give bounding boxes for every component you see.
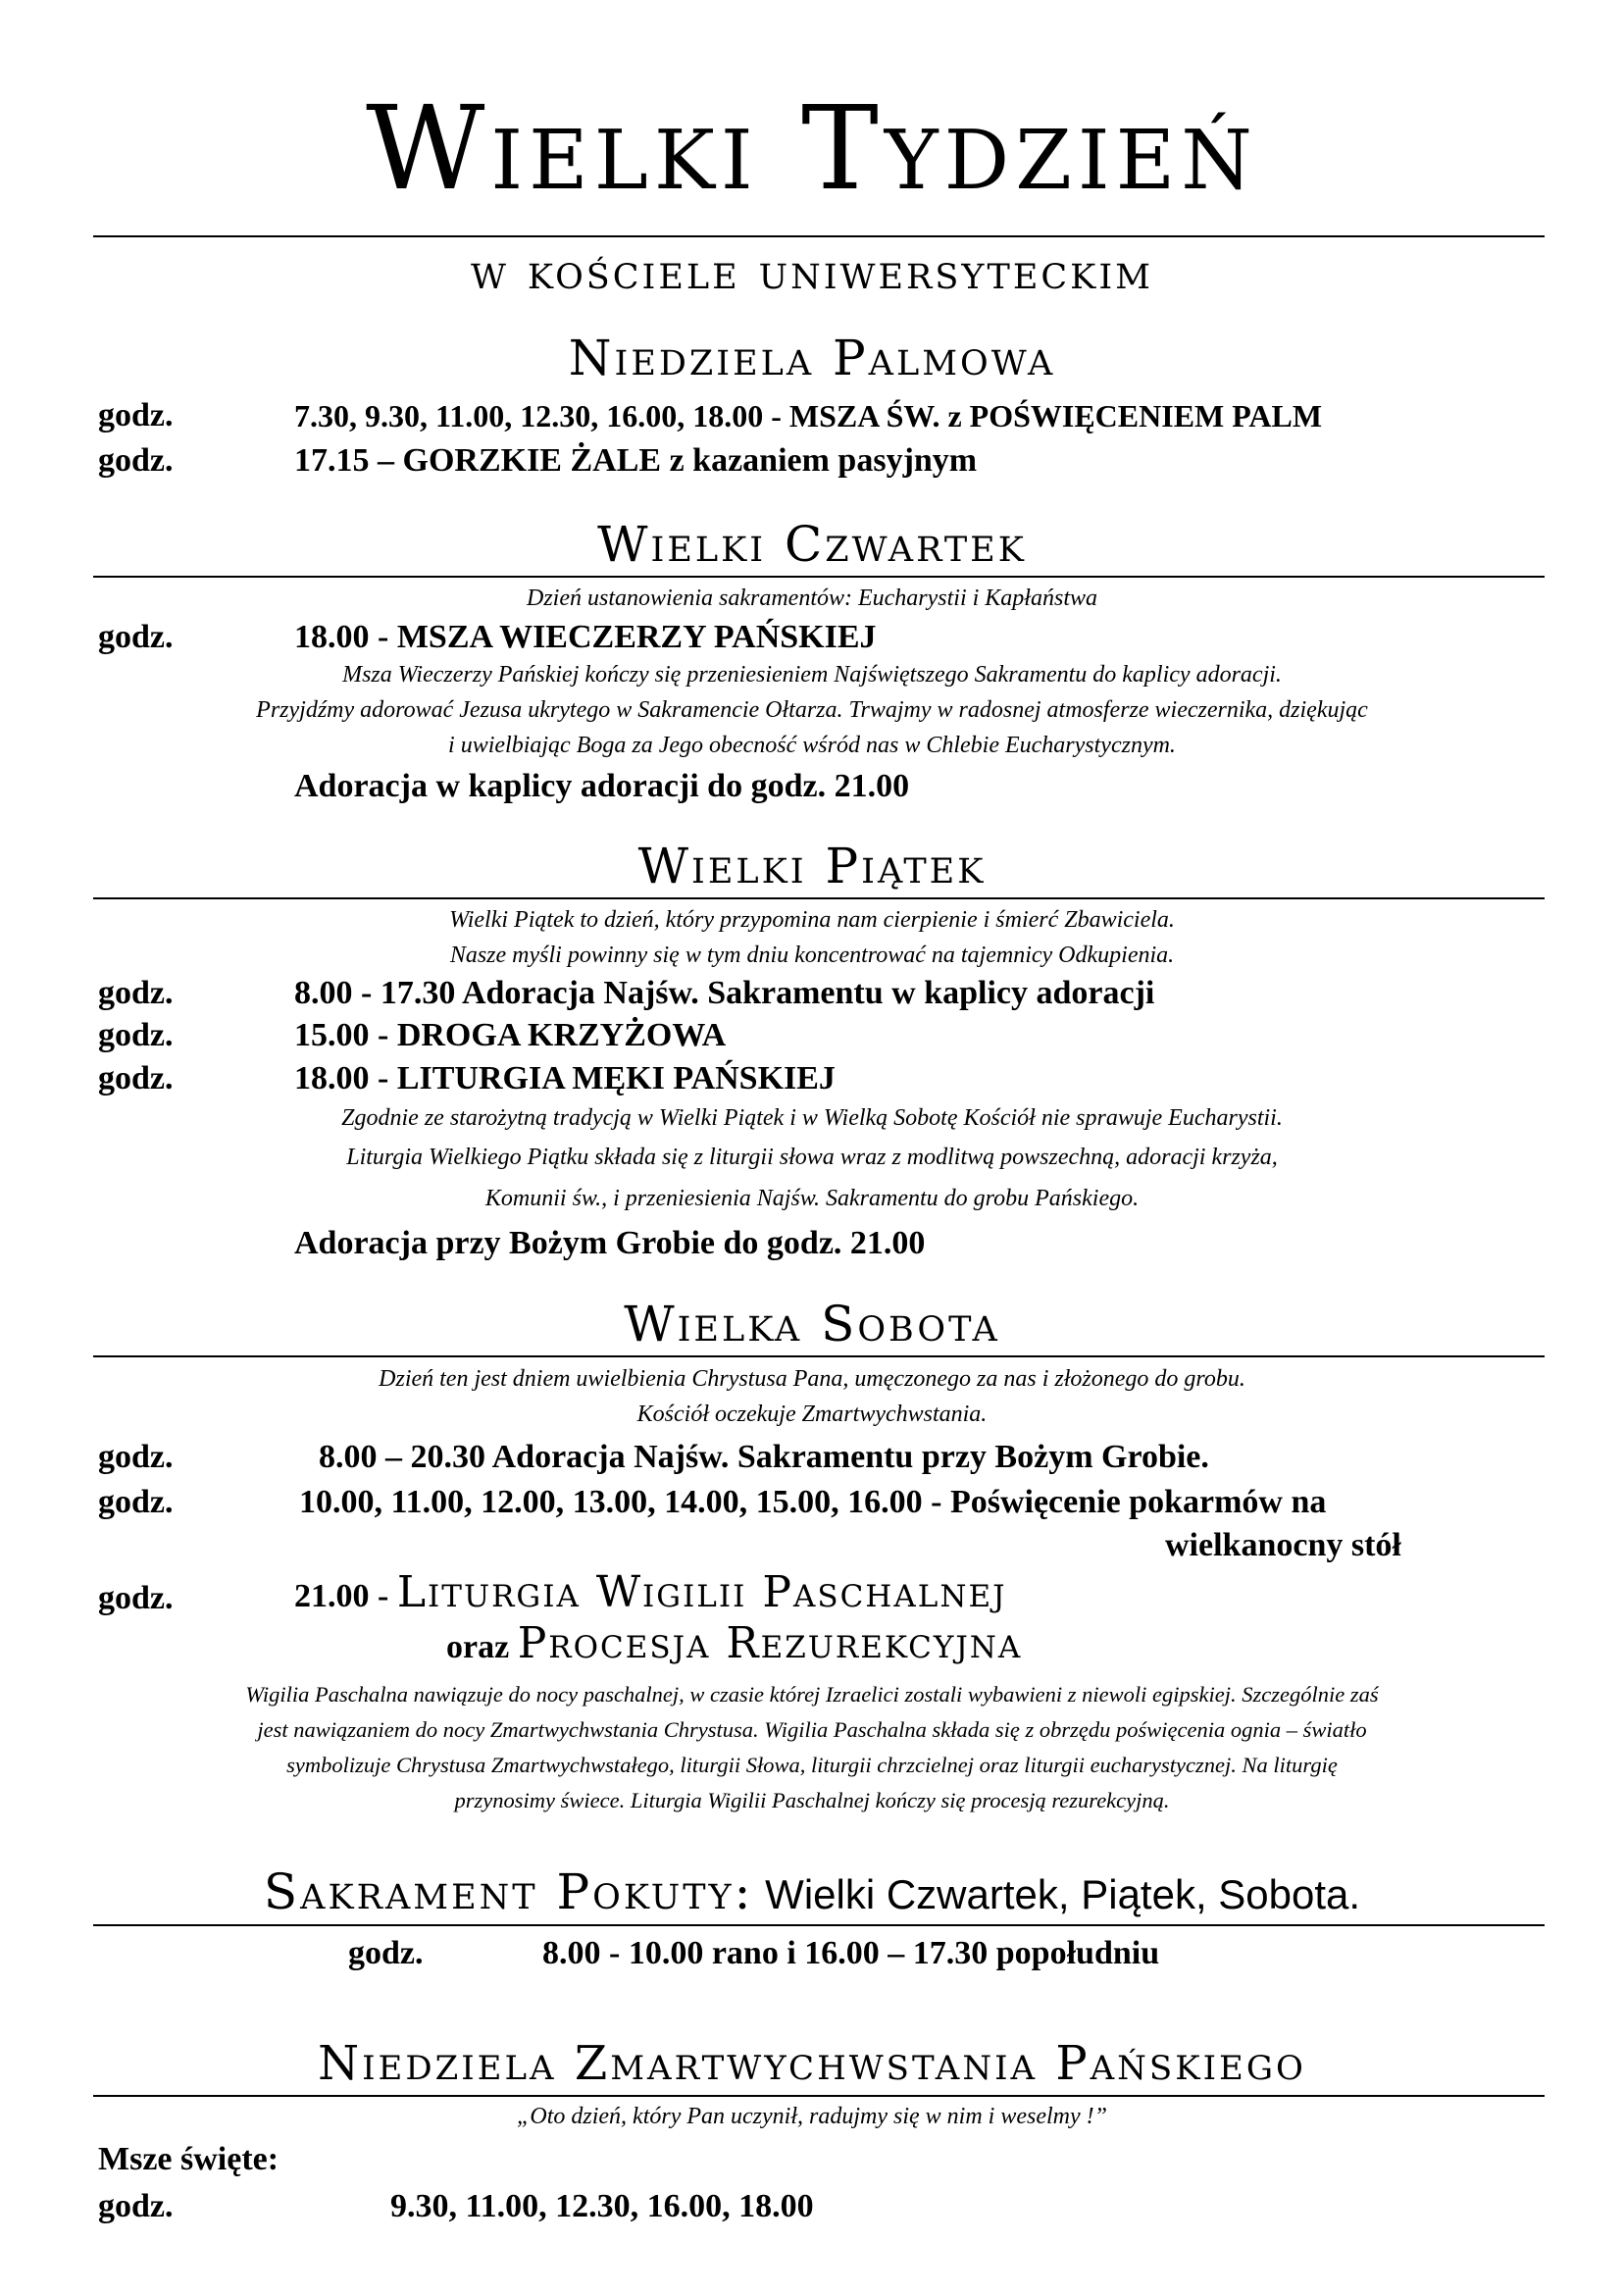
- gorzkie-zale-time: 17.15 – GORZKIE ŻALE z kazaniem pasyjnym: [294, 442, 978, 479]
- holy-thursday-heading: Wielki Czwartek: [597, 516, 1027, 573]
- page-title: Wielki Tydzień: [366, 80, 1258, 216]
- divider: [93, 1355, 1545, 1357]
- godz-label: godz.: [98, 975, 174, 1011]
- confession-heading: [0, 1863, 1624, 1920]
- food-blessing-times: 10.00, 11.00, 12.00, 13.00, 14.00, 15.00, 16.00 - Poświęcenie pokarmów na: [299, 1484, 1327, 1520]
- holy-saturday-intro-2: Kościół oczekuje Zmartwychwstania.: [636, 1402, 988, 1427]
- way-of-the-cross: 15.00 - DROGA KRZYŻOWA: [294, 1017, 727, 1053]
- palm-sunday-times: 7.30, 9.30, 11.00, 12.30, 16.00, 18.00 - MSZA ŚW. z POŚWIĘCENIEM PALM: [294, 398, 1323, 433]
- godz-label: godz.: [98, 2188, 174, 2224]
- easter-vigil: [294, 1567, 1007, 1617]
- palm-sunday-heading: Niedziela Palmowa: [568, 330, 1056, 386]
- good-friday-adoration: Adoracja przy Bożym Grobie do godz. 21.00: [294, 1225, 926, 1261]
- good-friday-intro-2: Nasze myśli powinny się w tym dniu koncentrować na tajemnicy Odkupienia.: [449, 943, 1175, 968]
- passion-liturgy: 18.00 - LITURGIA MĘKI PAŃSKIEJ: [294, 1060, 836, 1096]
- holy-saturday-intro-1: Dzień ten jest dniem uwielbienia Chrystusa Pana, umęczonego za nas i złożonego do grobu.: [379, 1366, 1245, 1392]
- godz-label: godz.: [98, 397, 174, 433]
- godz-label: godz.: [348, 1935, 424, 1971]
- godz-label: godz.: [98, 1017, 174, 1053]
- godz-label: godz.: [98, 1484, 174, 1520]
- good-friday-note-3: Komunii św., i przeniesienia Najśw. Sakramentu do grobu Pańskiego.: [484, 1186, 1140, 1211]
- godz-label: godz.: [98, 442, 174, 479]
- procession-line: [446, 1618, 1023, 1668]
- godz-label: godz.: [98, 1439, 174, 1475]
- godz-label: godz.: [98, 619, 174, 655]
- page-subtitle: w kościele uniwersyteckim: [471, 243, 1153, 300]
- easter-sunday-heading: Niedziela Zmartwychwstania Pańskiego: [318, 2036, 1306, 2091]
- holy-thursday-note-1: Msza Wieczerzy Pańskiej kończy się przeniesieniem Najświętszego Sakramentu do kaplicy adoracji.: [342, 662, 1282, 688]
- vigil-time: 21.00 -: [294, 1578, 397, 1614]
- divider: [93, 576, 1545, 578]
- good-friday-note-1: Zgodnie ze starożytną tradycją w Wielki Piątek i w Wielką Sobotę Kościół nie sprawuje Eucharystii.: [341, 1105, 1283, 1131]
- divider: [93, 2095, 1545, 2097]
- godz-label: godz.: [98, 1580, 174, 1616]
- last-supper-mass: 18.00 - MSZA WIECZERZY PAŃSKIEJ: [294, 619, 877, 655]
- food-blessing-cont: wielkanocny stół: [1165, 1527, 1401, 1563]
- holy-saturday-note-4: przynosimy świece. Liturgia Wigilii Paschalnej kończy się procesją rezurekcyjną.: [454, 1788, 1170, 1812]
- holy-thursday-note-2: Przyjdźmy adorować Jezusa ukrytego w Sakramencie Ołtarza. Trwajmy w radosnej atmosferze wieczernika, dziękując: [256, 697, 1368, 723]
- masses-label: Msze święte:: [98, 2141, 279, 2177]
- good-friday-heading: Wielki Piątek: [637, 838, 987, 894]
- holy-thursday-intro: Dzień ustanowienia sakramentów: Eucharystii i Kapłaństwa: [527, 586, 1097, 611]
- holy-saturday-heading: Wielka Sobota: [624, 1296, 1000, 1352]
- easter-mass-times: 9.30, 11.00, 12.30, 16.00, 18.00: [390, 2188, 814, 2224]
- holy-thursday-adoration: Adoracja w kaplicy adoracji do godz. 21.00: [294, 768, 910, 804]
- divider: [93, 897, 1545, 899]
- vigil-title: Liturgia Wigilii Paschalnej: [396, 1567, 1007, 1617]
- divider: [93, 235, 1545, 237]
- good-friday-note-2: Liturgia Wielkiego Piątku składa się z liturgii słowa wraz z modlitwą powszechną, adoracji krzyża,: [346, 1145, 1278, 1170]
- tomb-adoration: 8.00 – 20.30 Adoracja Najśw. Sakramentu przy Bożym Grobie.: [319, 1439, 1209, 1475]
- good-friday-intro-1: Wielki Piątek to dzień, który przypomina nam cierpienie i śmierć Zbawiciela.: [449, 907, 1175, 933]
- divider: [93, 1924, 1545, 1926]
- good-friday-adoration-time: 8.00 - 17.30 Adoracja Najśw. Sakramentu w kaplicy adoracji: [294, 975, 1155, 1011]
- holy-saturday-note-2: jest nawiązaniem do nocy Zmartwychwstania Chrystusa. Wigilia Paschalna składa się z obrzędu poświęcenia ognia – światło: [257, 1717, 1367, 1742]
- confession-hours: 8.00 - 10.00 rano i 16.00 – 17.30 popołudniu: [542, 1935, 1160, 1971]
- godz-label: godz.: [98, 1060, 174, 1096]
- easter-quote: „Oto dzień, który Pan uczynił, radujmy się w nim i weselmy !”: [517, 2104, 1107, 2129]
- holy-thursday-note-3: i uwielbiając Boga za Jego obecność wśród nas w Chlebie Eucharystycznym.: [448, 733, 1176, 758]
- confession-title: Sakrament Pokuty:: [263, 1863, 754, 1920]
- procession-and: oraz: [446, 1629, 518, 1665]
- confession-days: Wielki Czwartek, Piątek, Sobota.: [753, 1871, 1361, 1917]
- holy-saturday-note-3: symbolizuje Chrystusa Zmartwychwstałego, liturgii Słowa, liturgii chrzcielnej oraz liturgii eucharystycznej. Na liturgię: [286, 1753, 1338, 1777]
- procession-title: Procesja Rezurekcyjna: [517, 1618, 1023, 1668]
- holy-saturday-note-1: Wigilia Paschalna nawiązuje do nocy paschalnej, w czasie której Izraelici zostali wybawieni z niewoli egipskiej. Szczególnie zaś: [245, 1682, 1379, 1707]
